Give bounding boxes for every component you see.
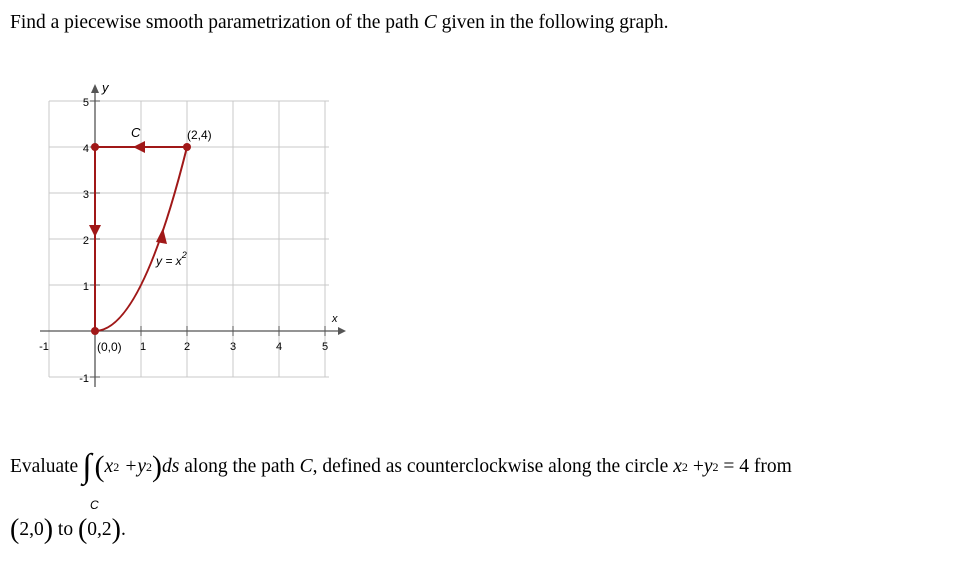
path-graph	[0, 60, 360, 400]
y-tick-label: 3	[82, 189, 89, 201]
x-axis-label: x	[332, 313, 338, 325]
question-prompt-2: Evaluate ∫ ( x 2 +y 2 ) ds along the path C , defined as counterclockwise along the circle x 2 + y 2 = 4 from	[10, 448, 792, 485]
x-tick-label: 4	[275, 341, 283, 353]
arrow-down-icon	[89, 225, 101, 237]
y-tick-label: 2	[82, 235, 89, 247]
origin-label: (0,0)	[97, 340, 122, 354]
point-label-2-4: (2,4)	[187, 128, 212, 142]
parabola-label: $y = x^2$	[156, 250, 187, 268]
y-tick-label: 5	[82, 97, 89, 109]
point-origin	[91, 327, 99, 335]
arrow-up-icon	[156, 228, 167, 244]
point-0-4	[91, 143, 99, 151]
question-prompt-3: (2,0) to (0,2).	[10, 514, 126, 545]
y-tick-label: 1	[82, 281, 89, 293]
x-tick-label: 5	[321, 341, 329, 353]
curve-label: C	[131, 125, 141, 140]
x-tick-label: 1	[139, 341, 147, 353]
question-prompt-1: Find a piecewise smooth parametrization of the path C given in the following graph.	[10, 12, 669, 33]
x-tick-label: 2	[183, 341, 191, 353]
point-2-4	[183, 143, 191, 151]
y-tick-label: -1	[79, 373, 89, 385]
y-axis-label: y	[102, 80, 109, 95]
integral-sign: ∫	[82, 448, 92, 485]
x-tick-label: 3	[229, 341, 237, 353]
integral-subscript: C	[90, 498, 99, 512]
arrow-left-icon	[133, 141, 145, 153]
x-tick-label: -1	[39, 341, 49, 353]
y-tick-label: 4	[82, 143, 89, 155]
